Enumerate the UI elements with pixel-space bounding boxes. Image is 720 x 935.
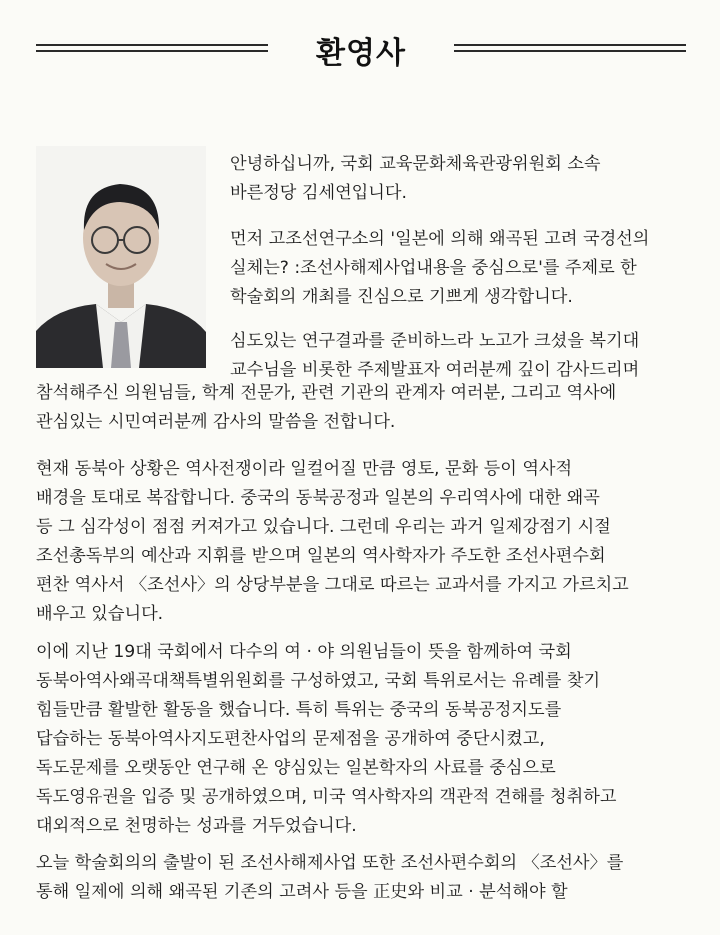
text-line: 이에 지난 19대 국회에서 다수의 여 · 야 의원님들이 뜻을 함께하여 국회 bbox=[36, 642, 572, 662]
text-line: 힘들만큼 활발한 활동을 했습니다. 특히 특위는 중국의 동북공정지도를 bbox=[36, 700, 562, 720]
paragraph-conference-intro bbox=[230, 225, 690, 312]
page-header bbox=[36, 28, 686, 71]
text-line: 학술회의 개최를 진심으로 기쁘게 생각합니다. bbox=[230, 287, 573, 307]
text-line: 배우고 있습니다. bbox=[36, 604, 164, 624]
paragraph-thanks-wide bbox=[36, 379, 696, 437]
text-line: 조선총독부의 예산과 지휘를 받으며 일본의 역사학자가 주도한 조선사편수회 bbox=[36, 546, 606, 566]
text-line: 오늘 학술회의의 출발이 된 조선사해제사업 또한 조선사편수회의 〈조선사〉를 bbox=[36, 853, 624, 873]
portrait-photo bbox=[36, 146, 206, 368]
text-line: 편찬 역사서 〈조선사〉의 상당부분을 그대로 따르는 교과서를 가지고 가르치고 bbox=[36, 575, 629, 595]
text-line: 실체는? :조선사해제사업내용을 중심으로'를 주제로 한 bbox=[230, 258, 637, 278]
paragraph-thanks-narrow bbox=[230, 327, 690, 385]
text-line: 바른정당 김세연입니다. bbox=[230, 183, 407, 203]
text-line: 먼저 고조선연구소의 '일본에 의해 왜곡된 고려 국경선의 bbox=[230, 229, 650, 249]
portrait-image bbox=[36, 146, 206, 368]
text-line: 독도문제를 오랫동안 연구해 온 양심있는 일본학자의 사료를 중심으로 bbox=[36, 758, 556, 778]
text-line: 대외적으로 천명하는 성과를 거두었습니다. bbox=[36, 816, 357, 836]
text-line: 등 그 심각성이 점점 커져가고 있습니다. 그런데 우리는 과거 일제강점기 시절 bbox=[36, 517, 611, 537]
paragraph-greeting bbox=[230, 150, 690, 208]
header-rule-right bbox=[454, 44, 686, 52]
text-line: 답습하는 동북아역사지도편찬사업의 문제점을 공개하여 중단시켰고, bbox=[36, 729, 545, 749]
text-line: 독도영유권을 입증 및 공개하였으며, 미국 역사학자의 객관적 견해를 청취하고 bbox=[36, 787, 617, 807]
paragraph-today-conference bbox=[36, 849, 696, 907]
text-line: 관심있는 시민여러분께 감사의 말씀을 전합니다. bbox=[36, 412, 396, 432]
text-line: 교수님을 비롯한 주제발표자 여러분께 깊이 감사드리며 bbox=[230, 360, 640, 380]
text-line: 동북아역사왜곡대책특별위원회를 구성하였고, 국회 특위로서는 유례를 찾기 bbox=[36, 671, 601, 691]
paragraph-special-committee bbox=[36, 638, 696, 841]
text-line: 참석해주신 의원님들, 학계 전문가, 관련 기관의 관계자 여러분, 그리고 역사에 bbox=[36, 383, 617, 403]
page-title: 환영사 bbox=[316, 36, 406, 71]
text-line: 안녕하십니까, 국회 교육문화체육관광위원회 소속 bbox=[230, 154, 601, 174]
paragraph-northeast-asia-situation bbox=[36, 455, 696, 629]
text-line: 현재 동북아 상황은 역사전쟁이라 일컬어질 만큼 영토, 문화 등이 역사적 bbox=[36, 459, 573, 479]
text-line: 통해 일제에 의해 왜곡된 기존의 고려사 등을 正史와 비교 · 분석해야 할 bbox=[36, 882, 568, 902]
text-line: 배경을 토대로 복잡합니다. 중국의 동북공정과 일본의 우리역사에 대한 왜곡 bbox=[36, 488, 600, 508]
text-line: 심도있는 연구결과를 준비하느라 노고가 크셨을 복기대 bbox=[230, 331, 640, 351]
